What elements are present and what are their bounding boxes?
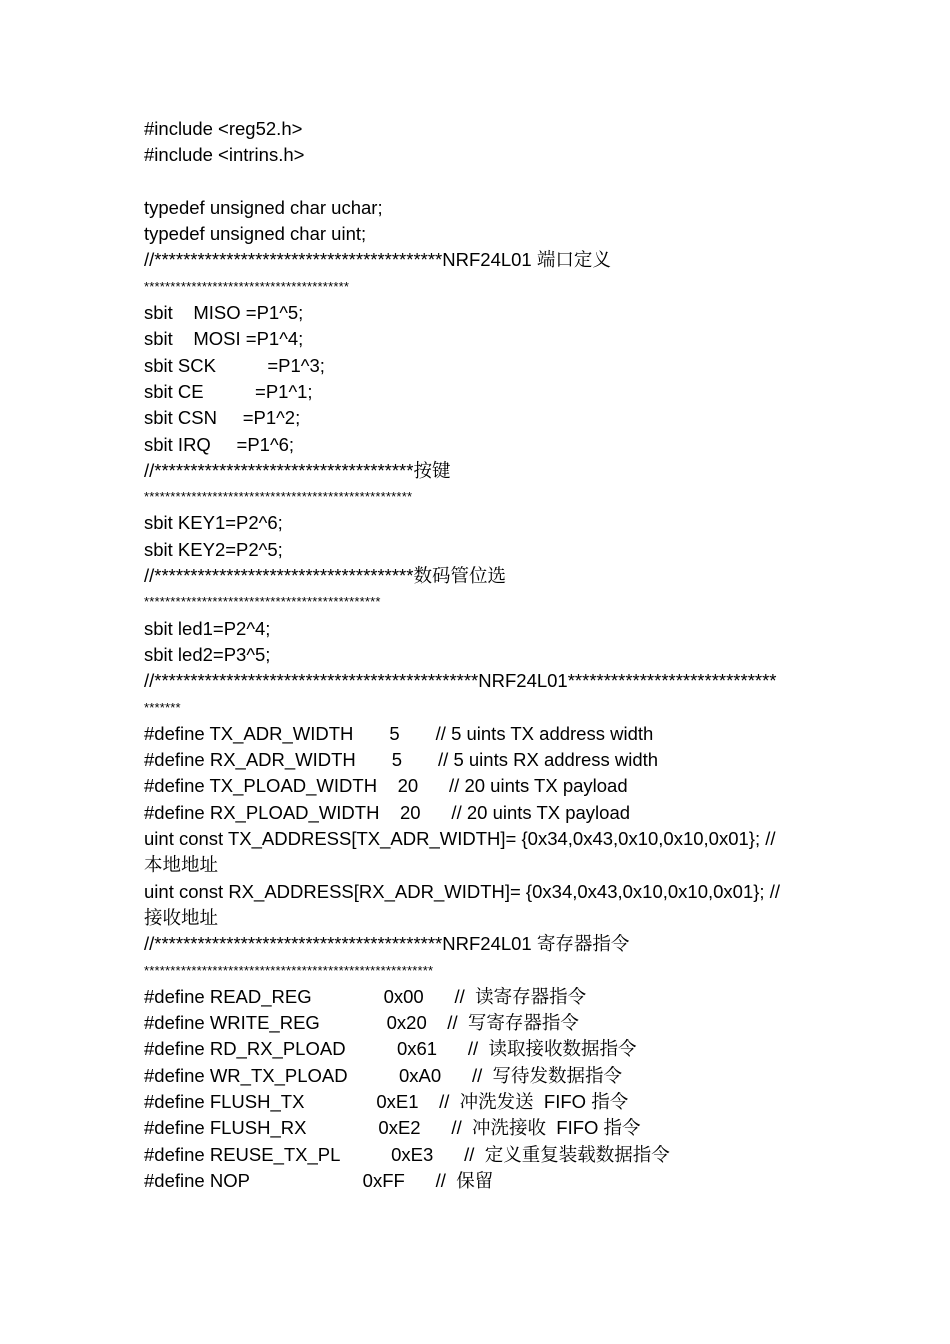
code-line: *************************************************** [144,489,413,505]
code-line: sbit CSN =P1^2; [144,407,301,429]
code-line: uint const RX_ADDRESS[RX_ADR_WIDTH]= {0x34,0x43,0x10,0x10,0x01}; // [144,880,780,902]
code-line: ******* [144,699,181,715]
code-line: *************************************** [144,278,350,294]
code-line: typedef unsigned char uint; [144,223,367,245]
code-line: sbit SCK =P1^3; [144,354,325,376]
code-line: //************************************按键 [144,459,451,481]
code-line: #define RD_RX_PLOAD 0x61 // 读取接收数据指令 [144,1038,637,1060]
code-line: uint const TX_ADDRESS[TX_ADR_WIDTH]= {0x34,0x43,0x10,0x10,0x01}; // [144,828,776,850]
code-line: sbit KEY2=P2^5; [144,538,283,560]
code-listing [144,116,824,1194]
code-line: typedef unsigned char uchar; [144,196,383,218]
code-line: ********************************************* [144,594,381,610]
code-line: sbit led2=P3^5; [144,643,271,665]
code-line: //*********************************************NRF24L01***************************** [144,670,777,692]
code-line: 接收地址 [144,906,219,928]
code-line: #define FLUSH_TX 0xE1 // 冲洗发送 FIFO 指令 [144,1090,629,1112]
code-line: //****************************************NRF24L01 端口定义 [144,249,611,271]
code-line: #define WRITE_REG 0x20 // 写寄存器指令 [144,1012,579,1034]
code-line: sbit led1=P2^4; [144,617,271,639]
code-line: #define READ_REG 0x00 // 读寄存器指令 [144,985,587,1007]
code-line: #define REUSE_TX_PL 0xE3 // 定义重复装载数据指令 [144,1143,670,1165]
code-line: 本地地址 [144,854,219,876]
code-line: #define RX_ADR_WIDTH 5 // 5 uints RX address width [144,749,659,771]
code-line: sbit MOSI =P1^4; [144,328,304,350]
code-line: #define NOP 0xFF // 保留 [144,1169,494,1191]
code-line: sbit MISO =P1^5; [144,302,304,324]
code-line: sbit KEY1=P2^6; [144,512,283,534]
code-line: #define FLUSH_RX 0xE2 // 冲洗接收 FIFO 指令 [144,1117,641,1139]
code-line: #include <intrins.h> [144,144,305,166]
code-line: #define TX_ADR_WIDTH 5 // 5 uints TX address width [144,722,654,744]
code-line: #include <reg52.h> [144,118,303,139]
code-line: #define TX_PLOAD_WIDTH 20 // 20 uints TX payload [144,775,628,797]
blank-line [144,169,824,195]
code-line: //************************************数码管位选 [144,565,506,587]
code-line: sbit CE =P1^1; [144,380,313,402]
code-line: ******************************************************* [144,962,434,978]
code-line: sbit IRQ =P1^6; [144,433,295,455]
code-line: //****************************************NRF24L01 寄存器指令 [144,933,630,955]
code-line: #define WR_TX_PLOAD 0xA0 // 写待发数据指令 [144,1064,623,1086]
code-line: #define RX_PLOAD_WIDTH 20 // 20 uints TX payload [144,801,631,823]
